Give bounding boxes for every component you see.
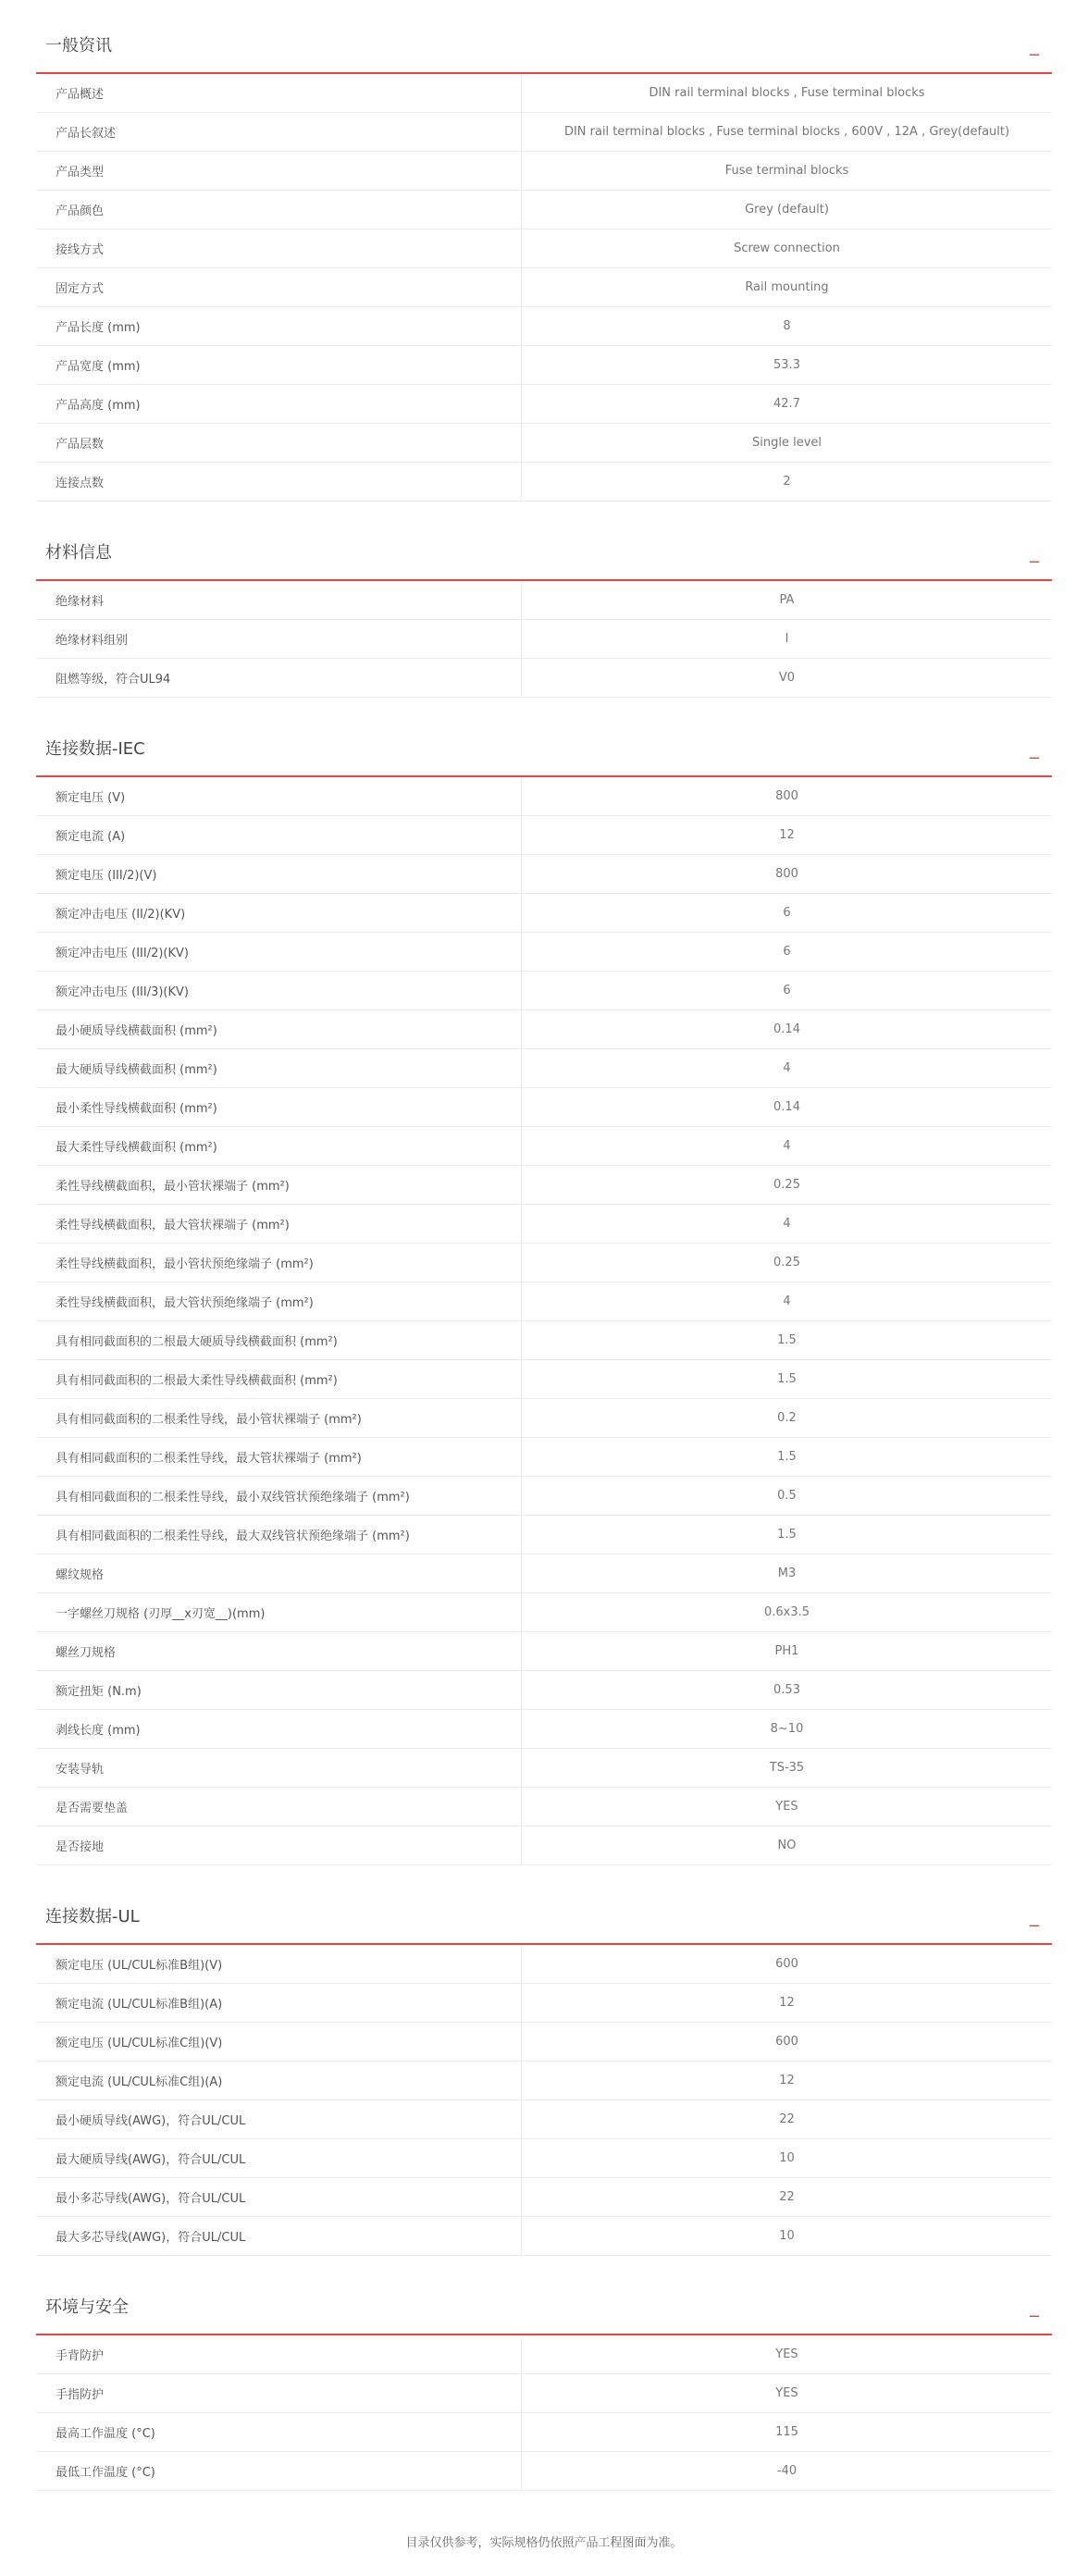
spec-label: 额定电压 (UL/CUL标准C组)(V) xyxy=(36,2023,522,2061)
spec-row xyxy=(36,1671,1052,1710)
section-header[interactable] xyxy=(36,729,1052,777)
spec-value: 8~10 xyxy=(770,1722,804,1736)
spec-label: 额定冲击电压 (II/2)(KV) xyxy=(36,894,522,932)
spec-row xyxy=(36,1127,1052,1166)
spec-row xyxy=(36,2413,1052,2452)
spec-label: 额定电流 (UL/CUL标准C组)(A) xyxy=(36,2062,522,2099)
spec-value: Grey (default) xyxy=(745,203,829,217)
spec-label: 产品颜色 xyxy=(36,191,522,229)
spec-value: PH1 xyxy=(774,1644,799,1658)
spec-label: 最小硬质导线(AWG)，符合UL/CUL xyxy=(36,2100,522,2138)
spec-value: 800 xyxy=(775,789,798,803)
spec-label: 最大多芯导线(AWG)，符合UL/CUL xyxy=(36,2217,522,2255)
spec-row xyxy=(36,1166,1052,1205)
spec-label: 接线方式 xyxy=(36,229,522,267)
spec-value: 0.6x3.5 xyxy=(763,1605,810,1619)
spec-label: 绝缘材料 xyxy=(36,581,522,619)
spec-value: 600 xyxy=(775,1957,798,1971)
spec-label: 螺纹规格 xyxy=(36,1554,522,1592)
spec-row xyxy=(36,2100,1052,2139)
spec-row xyxy=(36,1632,1052,1671)
spec-row xyxy=(36,933,1052,972)
spec-label: 额定电流 (A) xyxy=(36,816,522,854)
spec-row xyxy=(36,268,1052,307)
spec-container xyxy=(36,0,1052,2491)
spec-label: 手背防护 xyxy=(36,2335,522,2373)
spec-label: 额定冲击电压 (III/2)(KV) xyxy=(36,933,522,971)
spec-row xyxy=(36,2139,1052,2178)
spec-value: -40 xyxy=(776,2464,797,2478)
spec-label: 产品宽度 (mm) xyxy=(36,346,522,384)
spec-value: 1.5 xyxy=(777,1528,797,1542)
spec-label: 最大柔性导线横截面积 (mm²) xyxy=(36,1127,522,1165)
spec-row xyxy=(36,1788,1052,1827)
spec-value: M3 xyxy=(777,1567,797,1580)
spec-label: 产品高度 (mm) xyxy=(36,385,522,423)
spec-row xyxy=(36,1321,1052,1360)
section-title: 一般资讯 xyxy=(45,36,112,56)
spec-label: 具有相同截面积的二根柔性导线，最大双线管状预绝缘端子 (mm²) xyxy=(36,1516,522,1554)
spec-value: 22 xyxy=(779,2112,795,2126)
spec-row xyxy=(36,1593,1052,1632)
spec-value: Fuse terminal blocks xyxy=(724,164,849,178)
spec-label: 螺丝刀规格 xyxy=(36,1632,522,1670)
spec-label: 最大硬质导线(AWG)，符合UL/CUL xyxy=(36,2139,522,2177)
spec-row xyxy=(36,2178,1052,2217)
section-title: 连接数据-UL xyxy=(45,1907,140,1926)
spec-value: Screw connection xyxy=(734,242,840,255)
collapse-toggle-icon[interactable]: _ xyxy=(1030,540,1039,563)
spec-row xyxy=(36,1360,1052,1399)
spec-value: 0.25 xyxy=(773,1256,800,1269)
spec-value: YES xyxy=(775,1800,798,1814)
spec-row xyxy=(36,1010,1052,1049)
spec-label: 阻燃等级，符合UL94 xyxy=(36,659,522,697)
spec-row xyxy=(36,1088,1052,1127)
spec-value: 4 xyxy=(783,1139,791,1153)
spec-value: 10 xyxy=(779,2151,795,2165)
spec-row xyxy=(36,1827,1052,1865)
spec-row xyxy=(36,2374,1052,2413)
spec-value: 6 xyxy=(783,906,791,920)
disclaimer-note: 目录仅供参考，实际规格仍依照产品工程图面为准。 xyxy=(405,2536,683,2550)
spec-value: 4 xyxy=(783,1294,791,1308)
spec-row xyxy=(36,424,1052,463)
spec-row xyxy=(36,463,1052,502)
spec-section xyxy=(36,2287,1052,2491)
spec-value: 53.3 xyxy=(773,358,800,372)
spec-value: 0.5 xyxy=(777,1489,797,1503)
spec-label: 产品长叙述 xyxy=(36,113,522,151)
spec-value: 0.25 xyxy=(773,1178,800,1192)
spec-label: 产品长度 (mm) xyxy=(36,307,522,345)
section-header[interactable] xyxy=(36,1897,1052,1945)
spec-value: I xyxy=(785,632,789,646)
collapse-toggle-icon[interactable]: _ xyxy=(1030,737,1039,759)
spec-row xyxy=(36,1984,1052,2023)
spec-label: 是否接地 xyxy=(36,1827,522,1864)
spec-value: 12 xyxy=(779,828,795,842)
spec-value: DIN rail terminal blocks , Fuse terminal blocks , 600V , 12A , Grey(default) xyxy=(563,125,1010,139)
collapse-toggle-icon[interactable]: _ xyxy=(1030,1904,1039,1926)
spec-value: 42.7 xyxy=(773,397,800,411)
spec-row xyxy=(36,2062,1052,2100)
spec-label: 最低工作温度 (°C) xyxy=(36,2452,522,2490)
spec-label: 剥线长度 (mm) xyxy=(36,1710,522,1748)
spec-value: 0.14 xyxy=(773,1100,800,1114)
spec-value: 1.5 xyxy=(777,1333,797,1347)
spec-row xyxy=(36,152,1052,191)
spec-label: 最大硬质导线横截面积 (mm²) xyxy=(36,1049,522,1087)
spec-row xyxy=(36,1049,1052,1088)
spec-value: 800 xyxy=(775,867,798,881)
spec-value: 6 xyxy=(783,945,791,959)
spec-row xyxy=(36,191,1052,229)
spec-row xyxy=(36,1282,1052,1321)
spec-label: 柔性导线横截面积，最大管状预绝缘端子 (mm²) xyxy=(36,1282,522,1320)
spec-label: 额定电流 (UL/CUL标准B组)(A) xyxy=(36,1984,522,2022)
spec-value: NO xyxy=(777,1839,797,1852)
spec-label: 最高工作温度 (°C) xyxy=(36,2413,522,2451)
spec-value: PA xyxy=(779,593,795,607)
spec-value: 0.2 xyxy=(777,1411,797,1425)
spec-label: 具有相同截面积的二根柔性导线，最大管状裸端子 (mm²) xyxy=(36,1438,522,1476)
spec-row xyxy=(36,1710,1052,1749)
spec-row xyxy=(36,1477,1052,1516)
spec-row xyxy=(36,1244,1052,1282)
spec-value: 2 xyxy=(783,475,791,489)
spec-row xyxy=(36,816,1052,855)
spec-row xyxy=(36,1399,1052,1438)
spec-value: Rail mounting xyxy=(745,280,829,294)
spec-label: 额定冲击电压 (III/3)(KV) xyxy=(36,972,522,1009)
spec-row xyxy=(36,2452,1052,2491)
spec-row xyxy=(36,2023,1052,2062)
spec-row xyxy=(36,74,1052,113)
spec-row xyxy=(36,620,1052,659)
spec-row xyxy=(36,385,1052,424)
spec-row xyxy=(36,659,1052,698)
spec-section xyxy=(36,729,1052,1865)
spec-label: 最小硬质导线横截面积 (mm²) xyxy=(36,1010,522,1048)
spec-row xyxy=(36,1749,1052,1788)
spec-row xyxy=(36,2217,1052,2256)
spec-label: 最小柔性导线横截面积 (mm²) xyxy=(36,1088,522,1126)
spec-label: 额定电压 (V) xyxy=(36,777,522,815)
spec-value: 10 xyxy=(779,2229,795,2243)
spec-label: 柔性导线横截面积，最小管状预绝缘端子 (mm²) xyxy=(36,1244,522,1282)
spec-label: 具有相同截面积的二根最大柔性导线横截面积 (mm²) xyxy=(36,1360,522,1398)
spec-label: 产品层数 xyxy=(36,424,522,462)
spec-label: 固定方式 xyxy=(36,268,522,306)
collapse-toggle-icon[interactable]: _ xyxy=(1030,2295,1039,2317)
spec-value: 1.5 xyxy=(777,1450,797,1464)
spec-section xyxy=(36,533,1052,698)
spec-label: 具有相同截面积的二根柔性导线，最小管状裸端子 (mm²) xyxy=(36,1399,522,1437)
spec-label: 具有相同截面积的二根最大硬质导线横截面积 (mm²) xyxy=(36,1321,522,1359)
spec-section xyxy=(36,1897,1052,2256)
spec-label: 额定电压 (UL/CUL标准B组)(V) xyxy=(36,1945,522,1983)
spec-value: 4 xyxy=(783,1217,791,1231)
spec-row xyxy=(36,972,1052,1010)
spec-row xyxy=(36,581,1052,620)
spec-row xyxy=(36,1554,1052,1593)
spec-label: 额定电压 (III/2)(V) xyxy=(36,855,522,893)
spec-value: 22 xyxy=(779,2190,795,2204)
spec-label: 安装导轨 xyxy=(36,1749,522,1787)
spec-row xyxy=(36,2335,1052,2374)
spec-row xyxy=(36,307,1052,346)
spec-value: YES xyxy=(775,2347,798,2361)
spec-section xyxy=(36,26,1052,502)
spec-value: 12 xyxy=(779,2074,795,2087)
spec-row xyxy=(36,1945,1052,1984)
spec-label: 产品类型 xyxy=(36,152,522,190)
spec-value: DIN rail terminal blocks , Fuse terminal blocks xyxy=(649,86,925,100)
section-title: 连接数据-IEC xyxy=(45,739,145,759)
spec-value: V0 xyxy=(778,671,796,685)
spec-label: 具有相同截面积的二根柔性导线，最小双线管状预绝缘端子 (mm²) xyxy=(36,1477,522,1515)
spec-label: 是否需要垫盖 xyxy=(36,1788,522,1826)
collapse-toggle-icon[interactable]: _ xyxy=(1030,33,1039,56)
spec-value: 0.53 xyxy=(773,1683,800,1697)
spec-label: 柔性导线横截面积，最大管状裸端子 (mm²) xyxy=(36,1205,522,1243)
spec-row xyxy=(36,855,1052,894)
spec-label: 手指防护 xyxy=(36,2374,522,2412)
spec-label: 连接点数 xyxy=(36,463,522,501)
spec-value: 0.14 xyxy=(773,1022,800,1036)
spec-label: 产品概述 xyxy=(36,74,522,112)
spec-value: 12 xyxy=(779,1996,795,2010)
spec-row xyxy=(36,894,1052,933)
section-header[interactable] xyxy=(36,26,1052,74)
spec-label: 一字螺丝刀规格 (刃厚__x刃宽__)(mm) xyxy=(36,1593,522,1631)
spec-value: 8 xyxy=(783,319,791,333)
spec-value: 6 xyxy=(783,984,791,997)
spec-row xyxy=(36,1205,1052,1244)
spec-value: YES xyxy=(775,2386,798,2400)
spec-value: 4 xyxy=(783,1061,791,1075)
spec-label: 最小多芯导线(AWG)，符合UL/CUL xyxy=(36,2178,522,2216)
spec-label: 绝缘材料组别 xyxy=(36,620,522,658)
spec-value: TS-35 xyxy=(769,1761,805,1775)
spec-value: 115 xyxy=(775,2425,798,2439)
spec-row xyxy=(36,113,1052,152)
spec-value: 600 xyxy=(775,2035,798,2049)
spec-row xyxy=(36,346,1052,385)
spec-row xyxy=(36,1516,1052,1554)
spec-row xyxy=(36,1438,1052,1477)
section-header[interactable] xyxy=(36,533,1052,581)
spec-label: 柔性导线横截面积，最小管状裸端子 (mm²) xyxy=(36,1166,522,1204)
spec-row xyxy=(36,777,1052,816)
spec-row xyxy=(36,229,1052,268)
section-header[interactable] xyxy=(36,2287,1052,2335)
spec-value: Single level xyxy=(751,436,822,450)
section-title: 材料信息 xyxy=(45,543,112,563)
spec-label: 额定扭矩 (N.m) xyxy=(36,1671,522,1709)
spec-value: 1.5 xyxy=(777,1372,797,1386)
section-title: 环境与安全 xyxy=(45,2297,129,2317)
